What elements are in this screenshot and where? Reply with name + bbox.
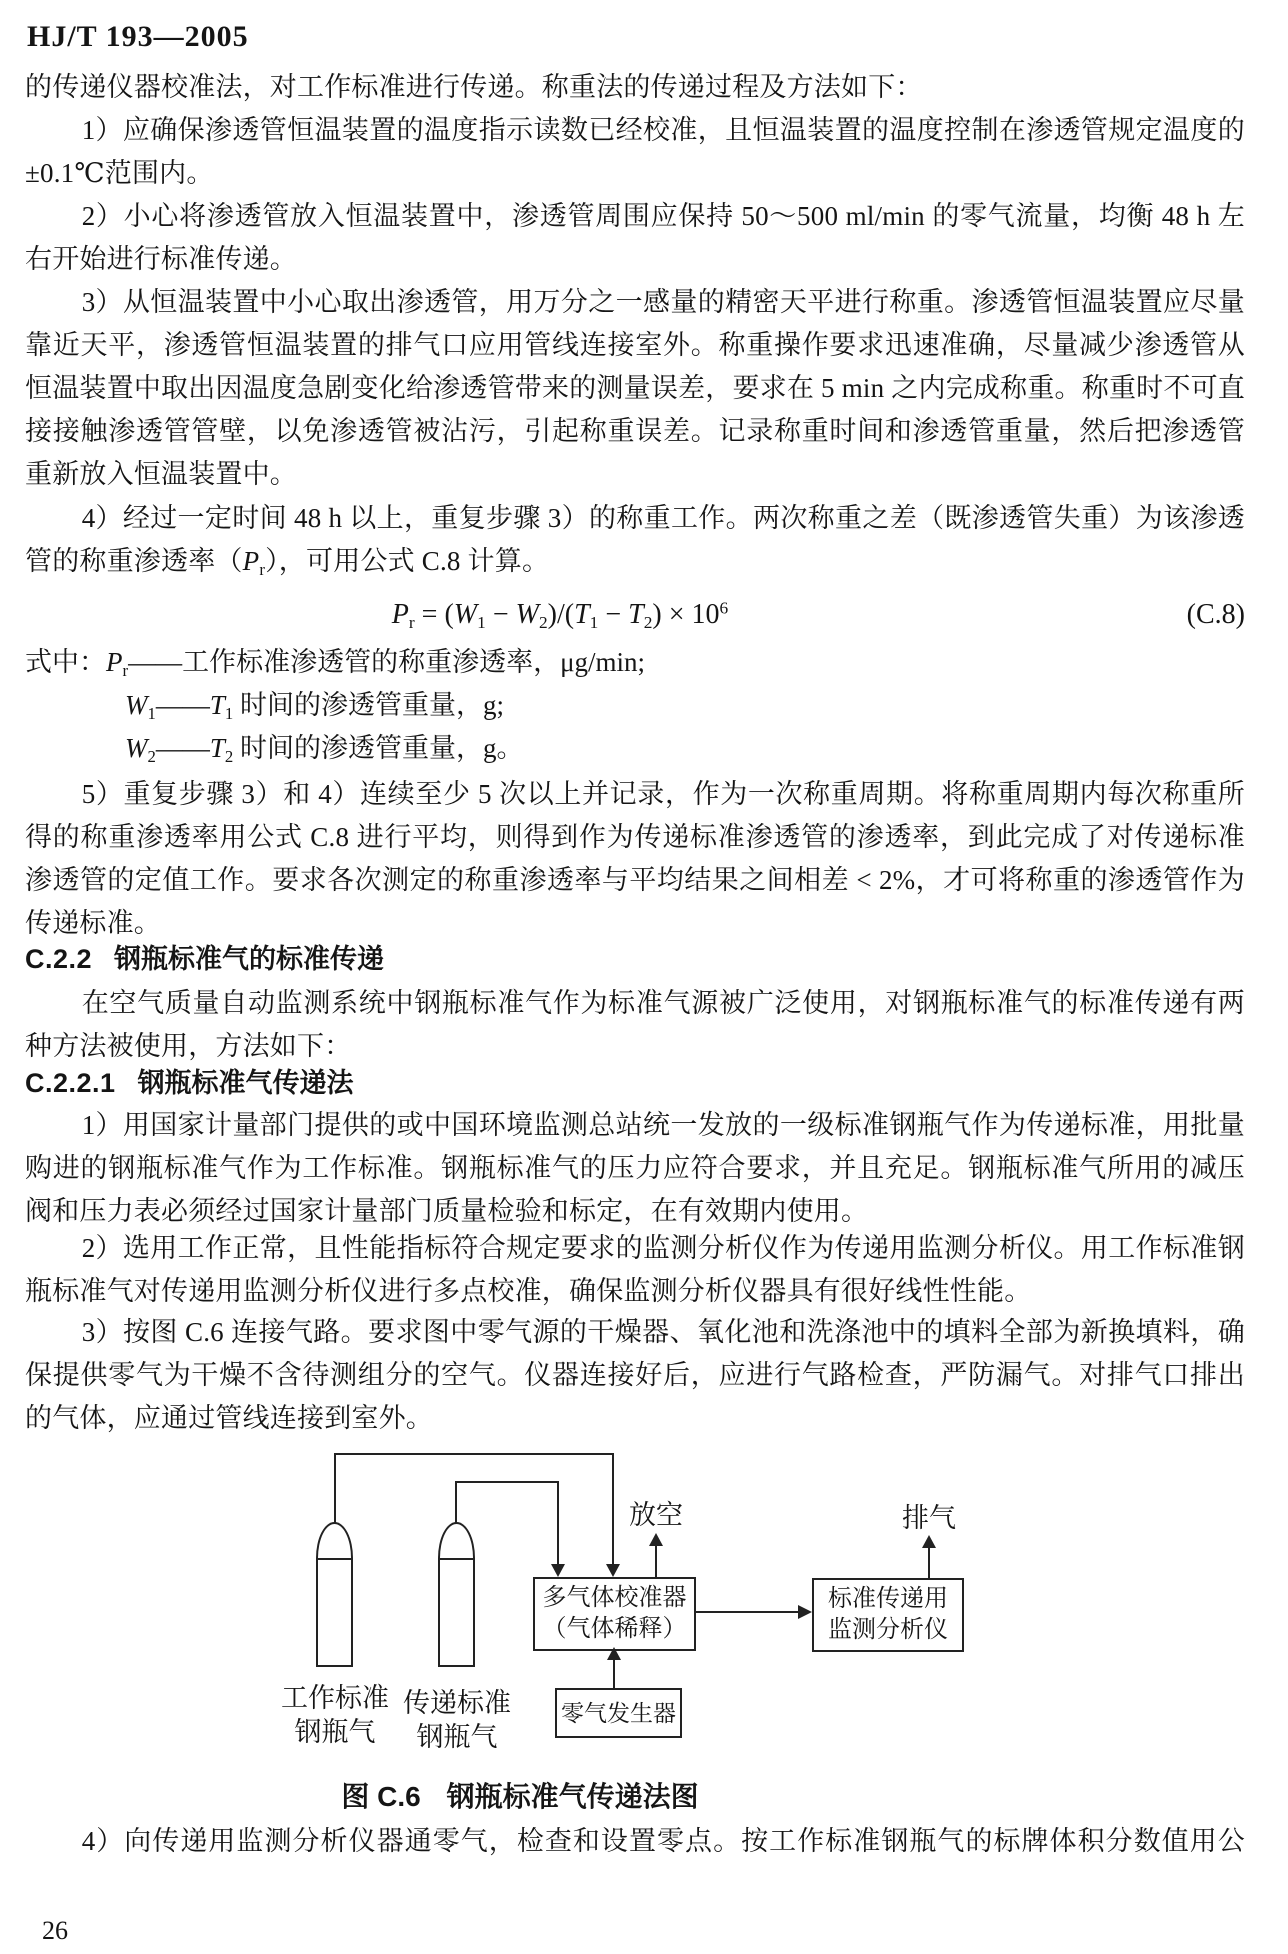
connector-arrowhead xyxy=(798,1605,812,1619)
weighing-step-2: 2）小心将渗透管放入恒温装置中，渗透管周围应保持 50～500 ml/min 的零气流量，均衡 48 h 左右开始进行标准传递。 xyxy=(25,201,1245,274)
vent-label: 放空 xyxy=(629,1500,683,1530)
pipe-cylinder2-down xyxy=(557,1481,559,1565)
transfer-step-1: 1）用国家计量部门提供的或中国环境监测总站统一发放的一级标准钢瓶气作为传递标准，用批量购进的钢瓶标准气作为工作标准。钢瓶标准气的压力应符合要求，并且充足。钢瓶标准气所用的减压阀和压力表必须经过国家计量部门质量检验和标定，在有效期内使用。 xyxy=(25,1110,1245,1226)
formula-definition-pr: 式中：$P_r——$工作标准渗透管的称重渗透率，μg/min; xyxy=(25,647,646,681)
heading-c221 xyxy=(25,1062,1245,1105)
page-number: 26 xyxy=(42,1916,68,1945)
zero-gas-line xyxy=(613,1658,615,1688)
gas-cylinder-2-dome xyxy=(438,1522,475,1558)
cylinder1-label-line1: 工作标准 xyxy=(281,1683,389,1713)
gas-cylinder-1-body xyxy=(316,1558,353,1667)
pipe-cylinder2-horizontal xyxy=(455,1481,559,1483)
figure-c6-caption xyxy=(0,1775,1040,1815)
cylinder1-label xyxy=(272,1681,398,1749)
zero-gas-generator-label: 零气发生器 xyxy=(561,1700,676,1726)
calibrator-label-line1: 多气体校准器 xyxy=(542,1585,687,1611)
weighing-step-1: 1）应确保渗透管恒温装置的温度指示读数已经校准，且恒温装置的温度控制在渗透管规定温度的 ±0.1℃范围内。 xyxy=(25,115,1245,188)
zero-gas-generator-box xyxy=(555,1688,682,1738)
heading-c22-title: 钢瓶标准气的标准传递 xyxy=(114,944,385,974)
figure-caption-number: 图 C.6 xyxy=(341,1781,421,1812)
weighing-step-5: 5）重复步骤 3）和 4）连续至少 5 次以上并记录，作为一次称重周期。将称重周期内每次称重所得的称重渗透率用公式 C.8 进行平均，则得到作为传递标准渗透管的渗透率，到此完成了对传递标准渗透管的定值工作。要求各次测定的称重渗透率与平均结果之间相差 < 2%，才可将称重的渗透管作为传递标准。 xyxy=(25,779,1245,938)
standard-number-header: HJ/T 193—2005 xyxy=(27,20,249,53)
arrow-into-calibrator-left xyxy=(551,1564,565,1577)
weighing-step-4: 4）经过一定时间 48 h 以上，重复步骤 3）的称重工作。两次称重之差（既渗透管失重）为该渗透管的称重渗透率$(P_r)$，可用公式 C.8 计算。 xyxy=(25,503,1245,580)
formula-definition-w2: $W_2——T_2$ 时间的渗透管重量，g。 xyxy=(125,733,524,767)
heading-c221-title: 钢瓶标准气传递法 xyxy=(137,1068,354,1098)
formula-c8-label: (C.8) xyxy=(1186,599,1245,630)
cylinder2-label xyxy=(394,1686,520,1754)
figure-caption-title: 钢瓶标准气传递法图 xyxy=(446,1781,699,1812)
calibrator-label-line2: （气体稀释） xyxy=(542,1616,687,1642)
cylinder2-label-line2: 钢瓶气 xyxy=(416,1722,498,1752)
transfer-step-3: 3）按图 C.6 连接气路。要求图中零气源的干燥器、氧化池和洗涤池中的填料全部为新换填料，确保提供零气为干燥不含待测组分的空气。仪器连接好后，应进行气路检查，严防漏气。对排气口排出的气体，应通过管线连接到室外。 xyxy=(25,1317,1245,1433)
weighing-step-3: 3）从恒温装置中小心取出渗透管，用万分之一感量的精密天平进行称重。渗透管恒温装置应尽量靠近天平，渗透管恒温装置的排气口应用管线连接室外。称重操作要求迅速准确，尽量减少渗透管从恒温装置中取出因温度急剧变化给渗透管带来的测量误差，要求在 5 min 之内完成称重。称重时不可直接接触渗透管管壁，以免渗透管被沾污，引起称重误差。记录称重时间和渗透管重量，然后把渗透管重新放入恒温装置中。 xyxy=(25,287,1245,489)
figure-c6-diagram xyxy=(0,1445,1288,1765)
pipe-cylinder1-down xyxy=(612,1453,614,1565)
paragraph-c22-intro: 在空气质量自动监测系统中钢瓶标准气作为标准气源被广泛使用，对钢瓶标准气的标准传递有两种方法被使用，方法如下： xyxy=(25,988,1245,1061)
pipe-cylinder1-horizontal xyxy=(334,1453,614,1455)
formula-c8: $P_r = (W_1 - W_2)/(T_1 - T_2) \times 10^6$ xyxy=(391,598,729,633)
exhaust-label: 排气 xyxy=(902,1503,956,1533)
cylinder2-label-line1: 传递标准 xyxy=(403,1688,511,1718)
formula-definition-w1: $W_1——T_1$ 时间的渗透管重量，g; xyxy=(125,690,505,724)
gas-cylinder-2-body xyxy=(438,1558,475,1667)
transfer-step-4: 4）向传递用监测分析仪器通零气，检查和设置零点。按工作标准钢瓶气的标牌体积分数值用公 xyxy=(81,1826,1245,1856)
paragraph-continuation: 的传递仪器校准法，对工作标准进行传递。称重法的传递过程及方法如下： xyxy=(25,72,923,102)
cylinder1-label-line2: 钢瓶气 xyxy=(294,1717,376,1747)
transfer-step-2: 2）选用工作正常，且性能指标符合规定要求的监测分析仪作为传递用监测分析仪。用工作标准钢瓶标准气对传递用监测分析仪进行多点校准，确保监测分析仪器具有很好线性性能。 xyxy=(25,1233,1245,1306)
exhaust-line xyxy=(928,1546,930,1578)
multi-gas-calibrator-box xyxy=(533,1577,696,1651)
analyzer-label-line1: 标准传递用 xyxy=(828,1586,948,1612)
pipe-cylinder2-up xyxy=(455,1481,457,1524)
analyzer-label-line2: 监测分析仪 xyxy=(828,1617,948,1643)
transfer-analyzer-box xyxy=(812,1578,964,1652)
connector-line xyxy=(694,1611,800,1613)
heading-c22-number: C.2.2 xyxy=(25,944,93,974)
pipe-cylinder1-up xyxy=(334,1453,336,1524)
vent-line xyxy=(655,1544,657,1577)
formula-c8-row xyxy=(25,592,1245,637)
heading-c221-number: C.2.2.1 xyxy=(25,1068,116,1098)
arrow-into-calibrator-right xyxy=(606,1564,620,1577)
heading-c22 xyxy=(25,938,1245,981)
gas-cylinder-1-dome xyxy=(316,1522,353,1558)
